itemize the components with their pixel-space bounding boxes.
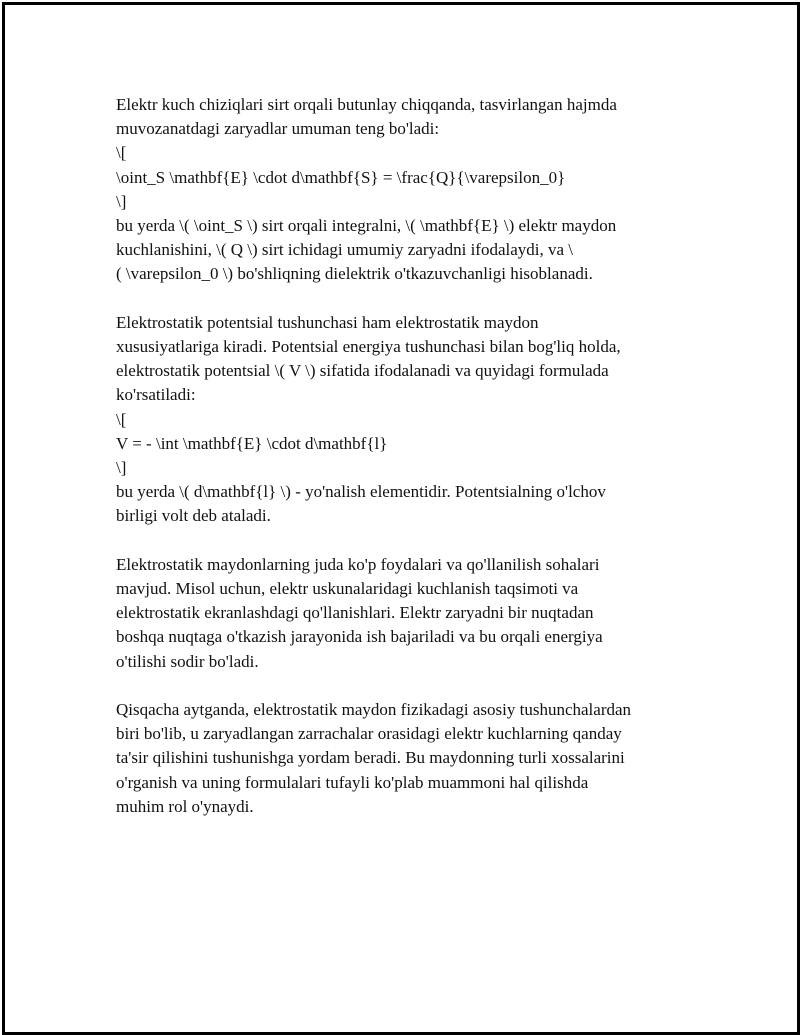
text-line: kuchlanishini, \( Q \) sirt ichidagi umumiy zaryadni ifodalaydi, va \ [116,240,574,260]
paragraph-potential [116,311,688,529]
formula-open: \[ [116,143,127,163]
formula-close: \] [116,191,127,211]
formula-close: \] [116,458,127,478]
text-line: Elektrostatik potentsial tushunchasi ham elektrostatik maydon [116,312,539,332]
document-body [116,93,688,819]
formula-open: \[ [116,409,127,429]
text-line: bu yerda \( d\mathbf{l} \) - yo'nalish elementidir. Potentsialning o'lchov [116,482,606,502]
text-line: birligi volt deb ataladi. [116,506,271,526]
text-line: xususiyatlariga kiradi. Potentsial energiya tushunchasi bilan bog'liq holda, [116,337,621,357]
text-line: elektrostatik ekranlashdagi qo'llanishlari. Elektr zaryadni bir nuqtadan [116,603,594,623]
text-line: bu yerda \( \oint_S \) sirt orqali integralni, \( \mathbf{E} \) elektr maydon [116,216,617,236]
text-line: muvozanatdagi zaryadlar umuman teng bo'ladi: [116,119,440,139]
paragraph-gap [116,674,688,698]
text-line: muhim rol o'ynaydi. [116,796,254,816]
paragraph-applications [116,553,688,674]
text-line: ko'rsatiladi: [116,385,196,405]
text-line: o'rganish va uning formulalari tufayli ko'plab muammoni hal qilishda [116,772,589,792]
text-line: mavjud. Misol uchun, elektr uskunalaridagi kuchlanish taqsimoti va [116,579,579,599]
text-line: Elektr kuch chiziqlari sirt orqali butunlay chiqqanda, tasvirlangan hajmda [116,95,617,114]
paragraph-gap [116,529,688,553]
paragraph-gap [116,287,688,311]
text-line: Qisqacha aytganda, elektrostatik maydon fizikadagi asosiy tushunchalardan [116,700,632,720]
text-line: elektrostatik potentsial \( V \) sifatida ifodalanadi va quyidagi formulada [116,361,609,381]
formula-line: V = - \int \mathbf{E} \cdot d\mathbf{l} [116,433,388,453]
text-line: o'tilishi sodir bo'ladi. [116,651,259,671]
paragraph-summary [116,698,688,819]
text-line: ta'sir qilishini tushunishga yordam beradi. Bu maydonning turli xossalarini [116,748,625,768]
text-line: biri bo'lib, u zaryadlangan zarrachalar orasidagi elektr kuchlarning qanday [116,724,622,744]
formula-line: \oint_S \mathbf{E} \cdot d\mathbf{S} = \frac{Q}{\varepsilon_0} [116,167,566,187]
text-line: Elektrostatik maydonlarning juda ko'p foydalari va qo'llanilish sohalari [116,554,600,574]
text-line: boshqa nuqtaga o'tkazish jarayonida ish bajariladi va bu orqali energiya [116,627,603,647]
paragraph-gauss-law [116,93,688,287]
text-line: ( \varepsilon_0 \) bo'shliqning dielektrik o'tkazuvchanligi hisoblanadi. [116,264,593,284]
